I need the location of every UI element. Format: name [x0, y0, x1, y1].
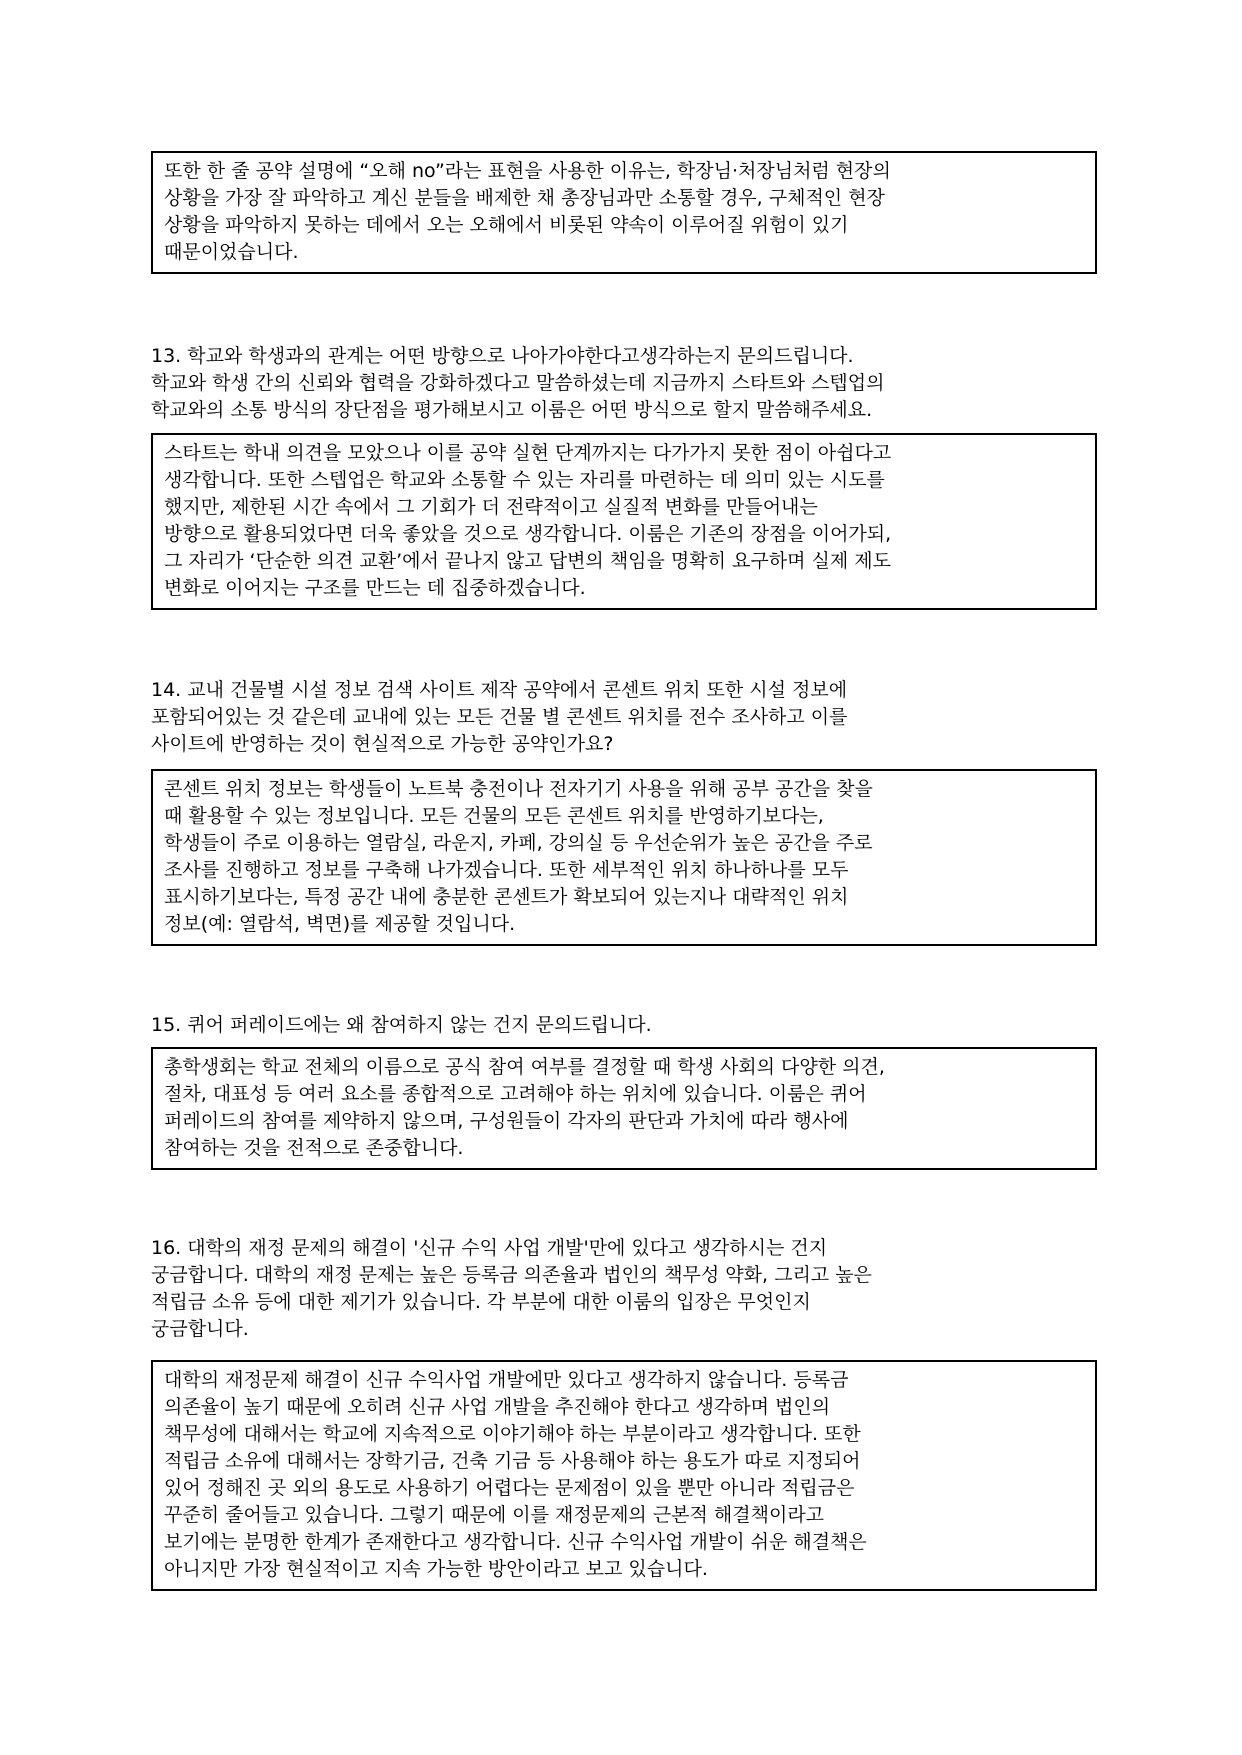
question-line: 학교와 학생 간의 신뢰와 협력을 강화하겠다고 말씀하셨는데 지금까지 스타트와 스텝업의 [151, 372, 885, 394]
answer-line: 절차, 대표성 등 여러 요소를 종합적으로 고려해야 하는 위치에 있습니다. 이룸은 퀴어 [164, 1083, 867, 1105]
answer-line: 적립금 소유에 대해서는 장학기금, 건축 기금 등 사용해야 하는 용도가 따로 지정되어 [164, 1450, 861, 1472]
question-line: 13. 학교와 학생과의 관계는 어떤 방향으로 나아가야한다고생각하는지 문의드립니다. [151, 345, 854, 367]
answer-line: 때문이었습니다. [164, 241, 299, 263]
question-line: 적립금 소유 등에 대한 제기가 있습니다. 각 부분에 대한 이룸의 입장은 무엇인지 [151, 1291, 811, 1313]
answer-line: 있어 정해진 곳 외의 용도로 사용하기 어렵다는 문제점이 있을 뿐만 아니라 적립금은 [164, 1477, 855, 1499]
question-13 [151, 343, 1097, 424]
question-line: 포함되어있는 것 같은데 교내에 있는 모든 건물 별 콘센트 위치를 전수 조사하고 이를 [151, 706, 848, 728]
question-15 [151, 1012, 1097, 1039]
question-line: 14. 교내 건물별 시설 정보 검색 사이트 제작 공약에서 콘센트 위치 또한 시설 정보에 [151, 679, 848, 701]
answer-line: 학생들이 주로 이용하는 열람실, 라운지, 카페, 강의실 등 우선순위가 높은 공간을 주로 [164, 832, 873, 854]
question-line: 궁금합니다. [151, 1318, 249, 1340]
question-line: 사이트에 반영하는 것이 현실적으로 가능한 공약인가요? [151, 733, 614, 755]
answer-line: 스타트는 학내 의견을 모았으나 이를 공약 실현 단계까지는 다가가지 못한 점이 아쉽다고 [164, 442, 892, 464]
answer-line: 변화로 이어지는 구조를 만드는 데 집중하겠습니다. [164, 577, 586, 599]
answer-14-box [151, 769, 1097, 946]
answer-line: 보기에는 분명한 한계가 존재한다고 생각합니다. 신규 수익사업 개발이 쉬운 해결책은 [164, 1531, 867, 1553]
answer-16-box [151, 1360, 1097, 1591]
answer-line: 참여하는 것을 전적으로 존중합니다. [164, 1137, 464, 1159]
answer-line: 의존율이 높기 때문에 오히려 신규 사업 개발을 추진해야 한다고 생각하며 법인의 [164, 1396, 831, 1418]
answer-13-box [151, 433, 1097, 610]
answer-line: 그 자리가 ‘단순한 의견 교환’에서 끝나지 않고 답변의 책임을 명확히 요구하며 실제 제도 [164, 550, 891, 572]
answer-line: 생각합니다. 또한 스텝업은 학교와 소통할 수 있는 자리를 마련하는 데 의미 있는 시도를 [164, 469, 885, 491]
answer-line: 꾸준히 줄어들고 있습니다. 그렇기 때문에 이를 재정문제의 근본적 해결책이라고 [164, 1504, 825, 1526]
question-16 [151, 1235, 1097, 1343]
answer-line: 상황을 가장 잘 파악하고 계신 분들을 배제한 채 총장님과만 소통할 경우, 구체적인 현장 [164, 187, 885, 209]
answer-line: 했지만, 제한된 시간 속에서 그 기회가 더 전략적이고 실질적 변화를 만들어내는 [164, 496, 818, 518]
answer-line: 총학생회는 학교 전체의 이름으로 공식 참여 여부를 결정할 때 학생 사회의 다양한 의견, [164, 1056, 885, 1078]
question-14 [151, 677, 1097, 758]
answer-line: 방향으로 활용되었다면 더욱 좋았을 것으로 생각합니다. 이룸은 기존의 장점을 이어가되, [164, 523, 892, 545]
question-line: 학교와의 소통 방식의 장단점을 평가해보시고 이룸은 어떤 방식으로 할지 말씀해주세요. [151, 399, 873, 421]
question-line: 15. 퀴어 퍼레이드에는 왜 참여하지 않는 건지 문의드립니다. [151, 1014, 652, 1036]
answer-line: 아니지만 가장 현실적이고 지속 가능한 방안이라고 보고 있습니다. [164, 1558, 708, 1580]
answer-line: 조사를 진행하고 정보를 구축해 나가겠습니다. 또한 세부적인 위치 하나하나를 모두 [164, 859, 849, 881]
question-line: 궁금합니다. 대학의 재정 문제는 높은 등록금 의존율과 법인의 책무성 약화, 그리고 높은 [151, 1264, 872, 1286]
answer-line: 상황을 파악하지 못하는 데에서 오는 오해에서 비롯된 약속이 이루어질 위험이 있기 [164, 214, 849, 236]
answer-line: 표시하기보다는, 특정 공간 내에 충분한 콘센트가 확보되어 있는지나 대략적인 위치 [164, 886, 849, 908]
answer-line: 정보(예: 열람석, 벽면)를 제공할 것입니다. [164, 913, 516, 935]
answer-line: 책무성에 대해서는 학교에 지속적으로 이야기해야 하는 부분이라고 생각합니다. 또한 [164, 1423, 861, 1445]
answer-line: 또한 한 줄 공약 설명에 “오해 no”라는 표현을 사용한 이유는, 학장님·처장님처럼 현장의 [164, 160, 891, 182]
question-line: 16. 대학의 재정 문제의 해결이 '신규 수익 사업 개발'만에 있다고 생각하시는 건지 [151, 1237, 828, 1259]
answer-line: 퍼레이드의 참여를 제약하지 않으며, 구성원들이 각자의 판단과 가치에 따라 행사에 [164, 1110, 849, 1132]
answer-15-box [151, 1047, 1097, 1170]
intro-answer-box [151, 151, 1097, 274]
answer-line: 때 활용할 수 있는 정보입니다. 모든 건물의 모든 콘센트 위치를 반영하기보다는, [164, 805, 824, 827]
answer-line: 콘센트 위치 정보는 학생들이 노트북 충전이나 전자기기 사용을 위해 공부 공간을 찾을 [164, 778, 873, 800]
answer-line: 대학의 재정문제 해결이 신규 수익사업 개발에만 있다고 생각하지 않습니다. 등록금 [164, 1369, 849, 1391]
